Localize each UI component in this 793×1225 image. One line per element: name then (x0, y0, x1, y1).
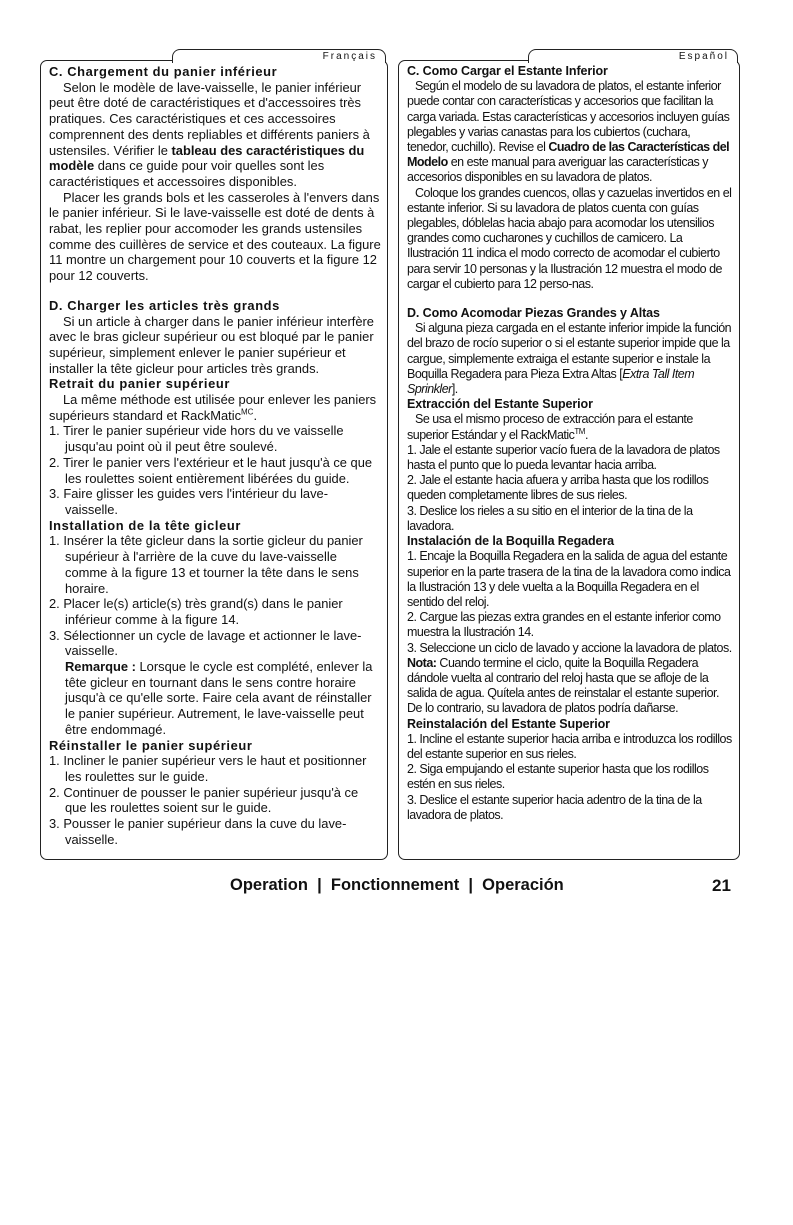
paragraph-upper-rack-removal: La même méthode est utilisée pour enlever les paniers supérieurs standard et RackMatic$^{MC}$. (49, 392, 377, 423)
list-item: 2. Placer le(s) article(s) très grand(s) dans le panier inférieur comme à la figure 14. (49, 596, 343, 627)
list-item: 1. Tirer le panier supérieur vide hors du ve vaisselle jusqu'au point où il peut être soulevé. (49, 423, 344, 455)
spanish-column (398, 51, 740, 860)
paragraph-extra-tall-items: Si alguna pieza cargada en el estante inferior impide la función del brazo de rocío superior o si el estante superior impide que la cargue, simplemente extraiga el estante superior e instale la Boquilla Regadera para Pieza Extra Altas [Extra Tall Item Sprinkler]. (407, 321, 732, 397)
paragraph-upper-rack-removal: Se usa el mismo proceso de extracción para el estante superior Estándar y el RackMatic™. (407, 412, 693, 442)
list-item: 2. Continuer de pousser le panier supérieur jusqu'à ce que les roulettes soient sur le guide. (49, 784, 359, 816)
list-sprinkler-installation (407, 549, 734, 655)
list-sprinkler-installation (49, 533, 381, 659)
french-column (40, 51, 388, 860)
page-number: 21 (712, 876, 731, 895)
note-sprinkler-removal: Nota: Cuando termine el ciclo, quite la Boquilla Regadera dándole vuelta al contrario del reloj hasta que se afloje de la salida de agua. Quítela antes de reinstalar el estante superior. De lo contrario, su lavadora de platos podría dañarse. (407, 655, 719, 716)
list-upper-rack-reinstall (407, 732, 734, 823)
list-item: 2. Tirer le panier vers l'extérieur et le haut jusqu'à ce que les roulettes soient entièrement libérées du guide. (49, 454, 373, 486)
list-item: 3. Seleccione un ciclo de lavado y accione la lavadora de platos. (407, 640, 732, 655)
heading-sprinkler-installation: Instalación de la Boquilla Regadera (407, 534, 614, 549)
list-item: 1. Incline el estante superior hacia arriba e introduzca los rodillos del estante superior en sus rieles. (407, 731, 732, 761)
list-upper-rack-removal (407, 443, 734, 534)
language-tab-spanish: Español (528, 49, 738, 63)
paragraph-extra-tall-items: Si un article à charger dans le panier inférieur interfère avec le bras gicleur supérieur ou est bloqué par le panier supérieur, simplement enlever le panier supérieur et installer la tête gicleur pour articles très grands. (49, 313, 374, 376)
heading-upper-rack-reinstall: Reinstalación del Estante Superior (407, 716, 610, 731)
list-item: 3. Pousser le panier supérieur dans la cuve du lave-vaisselle. (49, 816, 347, 847)
page-footer (0, 876, 793, 896)
paragraph-lower-rack-placement: Coloque los grandes cuencos, ollas y cazuelas invertidos en el estante inferior. Si su lavadora de platos cuenta con guías plegables, dóblelas hacia abajo para acomodar los utensilios grandes como cucharones y cuchillos de camicero. La Ilustración 11 indica el modo correcto de acomodar el cubierto para servir 10 personas y la Ilustración 12 muestra el modo de cargar el cubierto para 12 perso-nas. (407, 185, 732, 291)
paragraph-lower-rack-placement: Placer les grands bols et les casseroles à l'envers dans le panier inférieur. Si le lave-vaisselle est doté de dents à rabat, les replier pour accomoder les grands ustensiles comme des cuillères de service et des couteaux. La figure 11 montre un chargement pour 10 couverts et la figure 12 pour 12 couverts. (49, 189, 381, 284)
footer-section-title: Operation | Fonctionnement | Operación (230, 876, 564, 894)
paragraph-lower-rack-features: Selon le modèle de lave-vaisselle, le panier inférieur peut être doté de caractéristiques et d'accessoires très pratiques. Ces caractéristiques et ces accessoires comprennent des dents repliables et différents paniers à ustensiles. Vérifier le tableau des caractéristiques du modèle dans ce guide pour voir quelles sont les caractéristiques et accessoires disponibles. (49, 79, 370, 189)
spanish-content-box (398, 60, 740, 860)
list-upper-rack-removal (49, 423, 381, 517)
paragraph-lower-rack-features: Según el modelo de su lavadora de platos, el estante inferior puede contar con características y accesorios que facilitan la carga variada. Estas características y accesorios incluyen guías plegables y varias canastas para los cubiertos (cuchara, tenedor, cuchillo). Revise el Cuadro de las Características del Modelo en este manual para averiguar las características y accesorios disponibles en su lavadora de platos. (407, 79, 730, 185)
list-item: 1. Jale el estante superior vacío fuera de la lavadora de platos hasta el punto que lo pueda levantar hacia arriba. (407, 442, 720, 473)
french-content-box (40, 60, 388, 860)
heading-sprinkler-installation: Installation de la tête gicleur (49, 517, 241, 533)
heading-extra-tall-items: D. Como Acomodar Piezas Grandes y Altas (407, 306, 660, 321)
list-item: 3. Deslice los rieles a su sitio en el interior de la tina de la lavadora. (407, 503, 693, 533)
heading-lower-rack-loading: C. Como Cargar el Estante Inferior (407, 64, 608, 78)
list-item: 3. Deslice el estante superior hacia adentro de la tina de la lavadora de platos. (407, 792, 702, 822)
list-item: 2. Cargue las piezas extra grandes en el estante inferior como muestra la Ilustración 14. (407, 610, 721, 640)
list-item: 2. Siga empujando el estante superior hasta que los rodillos estén en sus rieles. (407, 762, 709, 792)
list-item: 1. Incliner le panier supérieur vers le haut et positionner les roulettes sur le guide. (49, 753, 367, 784)
list-item: 2. Jale el estante hacia afuera y arriba hasta que los rodillos queden completamente libres de sus rieles. (407, 473, 709, 503)
heading-lower-rack-loading: C. Chargement du panier inférieur (49, 64, 278, 79)
list-upper-rack-reinstall (49, 753, 381, 847)
heading-upper-rack-removal: Extracción del Estante Superior (407, 397, 593, 412)
language-tab-french: Français (172, 49, 386, 63)
heading-upper-rack-removal: Retrait du panier supérieur (49, 376, 230, 392)
list-item: 1. Encaje la Boquilla Regadera en la salida de agua del estante superior en la parte trasera de la tina de la lavadora como indica la Ilustración 13 y dele vuelta a la Boquilla Regadera en el sentido del reloj. (407, 549, 731, 609)
heading-upper-rack-reinstall: Réinstaller le panier supérieur (49, 737, 253, 753)
note-sprinkler-removal: Remarque : Lorsque le cycle est complété, enlever la tête gicleur en tournant dans le sens contre horaire jusqu'à ce qu'elle sorte. Faire cela avant de réinstaller le panier supérieur. Autrement, le lave-vaisselle peut être endommagé. (65, 659, 373, 737)
heading-extra-tall-items: D. Charger les articles très grands (49, 297, 280, 313)
list-item: 1. Insérer la tête gicleur dans la sortie gicleur du panier supérieur à l'arrière de la cuve du lave-vaisselle comme à la figure 13 et tourner la tête dans le sens horaire. (49, 533, 363, 596)
list-item: 3. Sélectionner un cycle de lavage et actionner le lave-vaisselle. (49, 627, 362, 659)
list-item: 3. Faire glisser les guides vers l'intérieur du lave-vaisselle. (49, 486, 329, 517)
